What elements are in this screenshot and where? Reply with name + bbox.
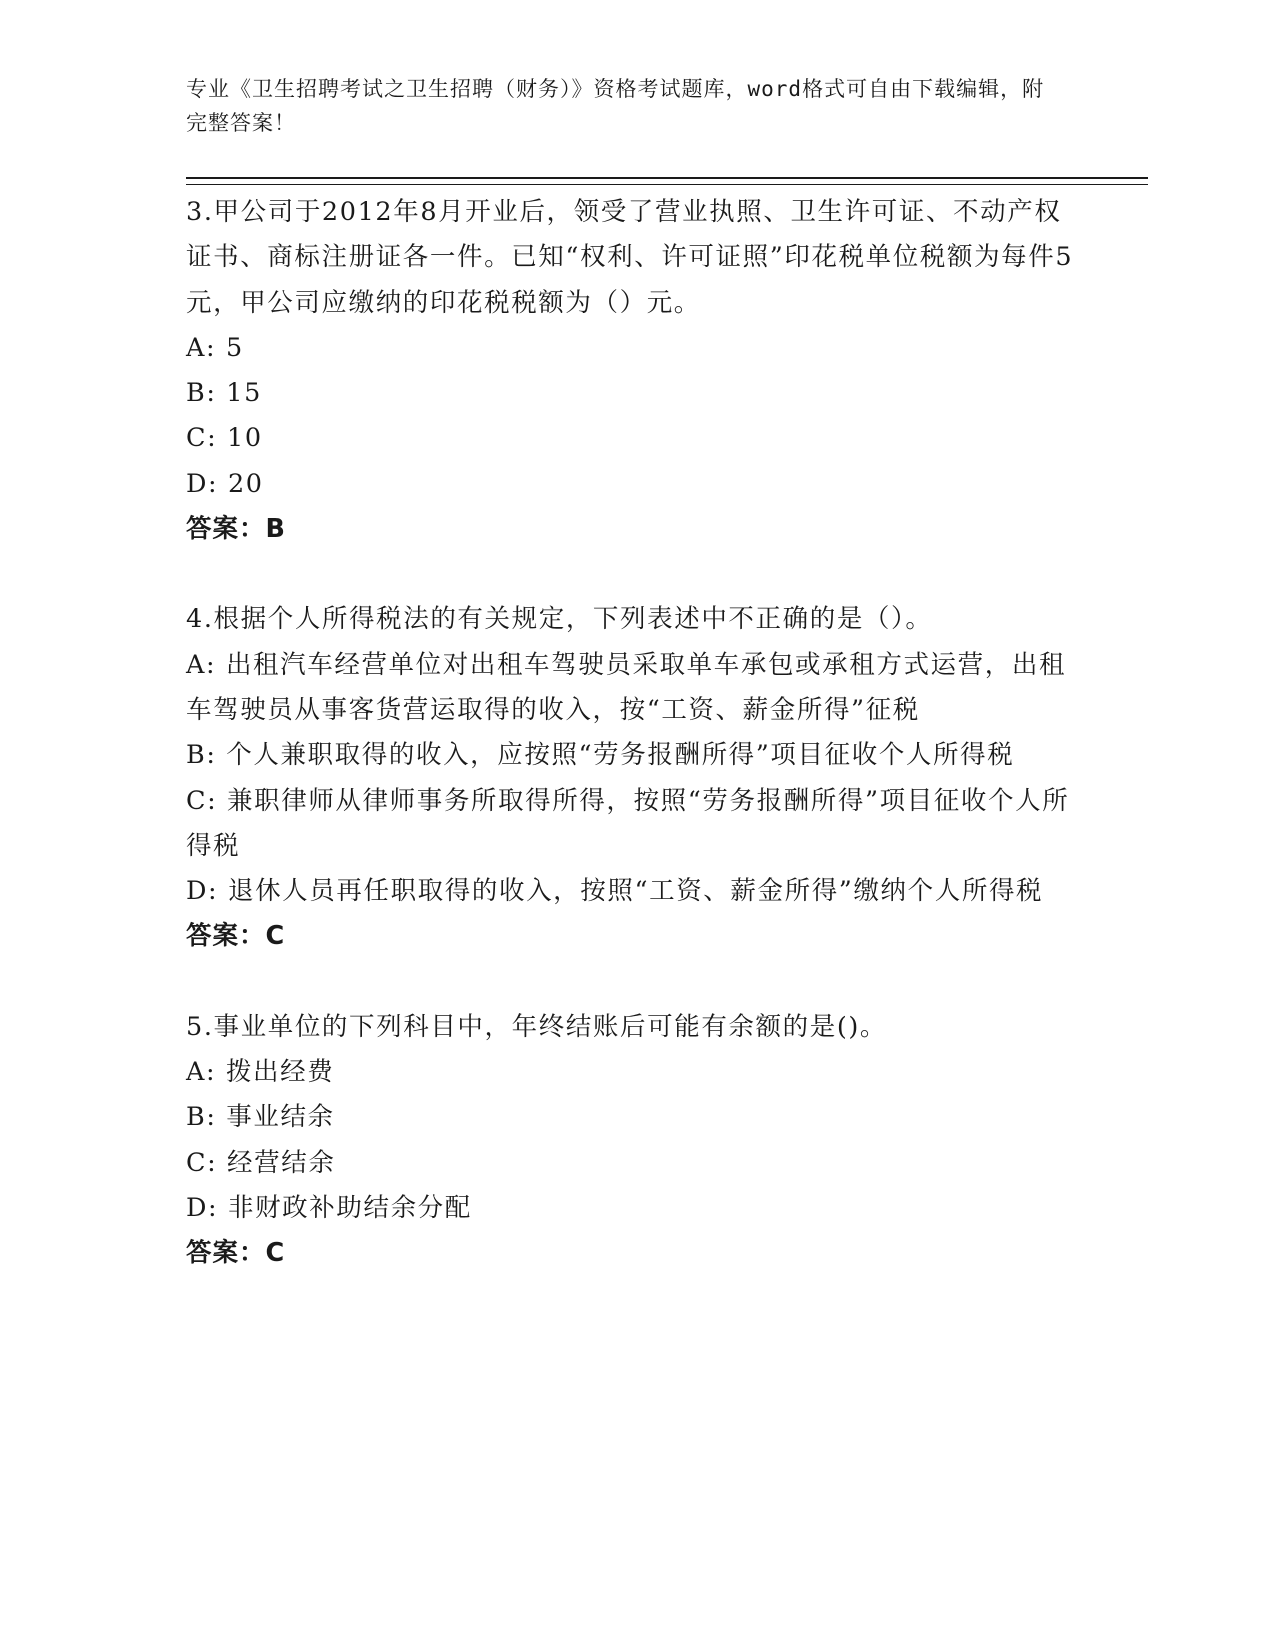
answer-line: 答案：C bbox=[186, 921, 286, 952]
question-5 bbox=[186, 1005, 1076, 1277]
questions-list bbox=[186, 190, 1076, 1277]
question-stem: 4.根据个人所得税法的有关规定，下列表述中不正确的是（）。 bbox=[186, 604, 933, 635]
option-a bbox=[186, 643, 1076, 734]
option-text: 15 bbox=[226, 378, 262, 409]
header-title: 专业《卫生招聘考试之卫生招聘（财务）》资格考试题库，word格式可自由下载编辑，附完整答案！ bbox=[186, 77, 1045, 135]
option-d bbox=[186, 1186, 1076, 1231]
option-b bbox=[186, 733, 1076, 778]
question-3 bbox=[186, 190, 1076, 552]
answer-line: 答案：B bbox=[186, 514, 286, 545]
question-stem: 3.甲公司于2012年8月开业后，领受了营业执照、卫生许可证、不动产权证书、商标注册证各一件。已知“权利、许可证照”印花税单位税额为每件5元，甲公司应缴纳的印花税税额为（）元。 bbox=[186, 197, 1074, 318]
option-key: A: bbox=[186, 649, 217, 680]
document-header bbox=[186, 72, 1066, 140]
option-key: C: bbox=[186, 785, 218, 816]
option-text: 经营结余 bbox=[227, 1147, 336, 1178]
option-text: 出租汽车经营单位对出租车驾驶员采取单车承包或承租方式运营，出租车驾驶员从事客货营运取得的收入，按“工资、薪金所得”征税 bbox=[186, 649, 1067, 725]
option-d bbox=[186, 462, 1076, 507]
option-key: B: bbox=[186, 378, 217, 409]
option-key: A: bbox=[186, 332, 217, 363]
question-stem: 5.事业单位的下列科目中，年终结账后可能有余额的是()。 bbox=[186, 1011, 888, 1042]
option-b bbox=[186, 1095, 1076, 1140]
header-divider bbox=[186, 177, 1148, 185]
option-key: D: bbox=[186, 468, 219, 499]
option-text: 兼职律师从律师事务所取得所得，按照“劳务报酬所得”项目征收个人所得税 bbox=[186, 785, 1070, 861]
option-key: D: bbox=[186, 876, 219, 907]
option-text: 拨出经费 bbox=[225, 1057, 335, 1088]
option-text: 个人兼职取得的收入，应按照“劳务报酬所得”项目征收个人所得税 bbox=[226, 740, 1015, 771]
option-text: 非财政补助结余分配 bbox=[227, 1192, 472, 1223]
question-4 bbox=[186, 597, 1076, 959]
question-spacer bbox=[186, 960, 1076, 1005]
option-text: 5 bbox=[225, 332, 244, 363]
option-text: 20 bbox=[227, 468, 264, 499]
option-key: C: bbox=[186, 1147, 218, 1178]
option-key: B: bbox=[186, 740, 217, 771]
option-key: C: bbox=[186, 423, 218, 454]
option-d bbox=[186, 869, 1076, 914]
answer-line: 答案：C bbox=[186, 1238, 286, 1269]
option-b bbox=[186, 371, 1076, 416]
option-key: D: bbox=[186, 1192, 219, 1223]
option-a bbox=[186, 326, 1076, 371]
option-a bbox=[186, 1050, 1076, 1095]
option-key: B: bbox=[186, 1102, 217, 1133]
option-key: A: bbox=[186, 1057, 217, 1088]
option-c bbox=[186, 416, 1076, 461]
option-c bbox=[186, 779, 1076, 870]
option-c bbox=[186, 1141, 1076, 1186]
question-spacer bbox=[186, 552, 1076, 597]
option-text: 事业结余 bbox=[226, 1102, 335, 1133]
option-text: 10 bbox=[227, 423, 263, 454]
option-text: 退休人员再任职取得的收入，按照“工资、薪金所得”缴纳个人所得税 bbox=[227, 876, 1044, 907]
